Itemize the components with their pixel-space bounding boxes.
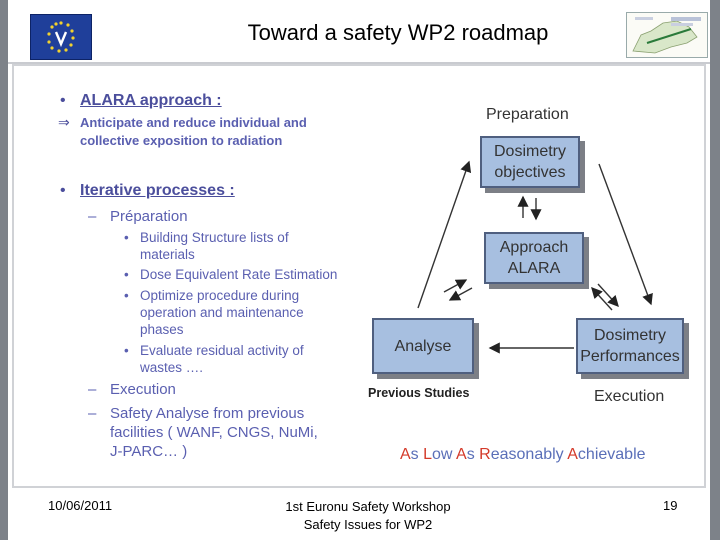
arrow-analyse-to-approach — [444, 280, 466, 292]
box-text: Analyse — [394, 337, 452, 355]
arrow-approach-to-analyse — [450, 288, 472, 300]
label-execution: Execution — [594, 388, 665, 405]
alara-letter: L — [423, 446, 433, 463]
alara-description-line-1: Anticipate and reduce individual and — [80, 115, 307, 130]
box-text: Dosimetry — [593, 327, 666, 344]
label-preparation: Preparation — [486, 106, 569, 123]
sub-item-evaluate-1: Evaluate residual activity of — [140, 343, 304, 358]
alara-letter: A — [400, 446, 411, 463]
small-bullet-icon: • — [124, 267, 129, 282]
footer-subtitle: Safety Issues for WP2 — [303, 517, 433, 532]
sub-item-dose-rate: Dose Equivalent Rate Estimation — [140, 267, 338, 282]
arrow-objectives-to-performances — [599, 164, 651, 304]
alara-text: easonably — [490, 446, 568, 463]
alara-text: s — [466, 446, 480, 463]
arrow-analyse-to-objectives — [418, 162, 469, 308]
map-logo-icon — [626, 12, 708, 58]
sub-item-optimize-2: operation and maintenance — [140, 305, 304, 320]
box-text: objectives — [494, 164, 566, 181]
slide-content — [12, 64, 706, 488]
eu-flag-logo-icon — [30, 14, 92, 60]
alara-text: s — [410, 446, 424, 463]
box-text: Approach — [499, 239, 569, 256]
small-bullet-icon: • — [124, 288, 129, 303]
alara-definition — [400, 446, 646, 464]
sub-item-structure-1: Building Structure lists of — [140, 230, 289, 245]
arrow-approach-to-performances — [598, 284, 618, 306]
sub-item-optimize-3: phases — [140, 322, 184, 337]
alara-letter: A — [567, 446, 578, 463]
dash-icon: – — [88, 208, 97, 225]
slide-header — [8, 0, 710, 64]
box-text: Dosimetry — [493, 143, 566, 160]
background-right — [710, 0, 720, 540]
alara-text: chievable — [577, 446, 646, 463]
sub-item-optimize-1: Optimize procedure during — [140, 288, 300, 303]
footer-workshop: 1st Euronu Safety Workshop — [285, 499, 451, 514]
arrow-performances-to-approach — [592, 288, 612, 310]
item-safety-analyse-1: Safety Analyse from previous — [110, 405, 305, 422]
label-previous-studies: Previous Studies — [368, 386, 470, 400]
small-bullet-icon: • — [124, 230, 129, 245]
item-preparation: Préparation — [110, 208, 188, 225]
footer-center — [248, 498, 488, 534]
bullet-dot-icon: • — [60, 182, 66, 199]
small-bullet-icon: • — [124, 343, 129, 358]
item-safety-analyse-3: J-PARC… ) — [110, 443, 188, 460]
box-text: ALARA — [507, 260, 561, 277]
box-dosimetry-objectives — [480, 136, 580, 188]
footer-date: 10/06/2011 — [48, 498, 113, 513]
background-left — [0, 0, 8, 540]
item-execution: Execution — [110, 381, 176, 398]
footer-page-number: 19 — [663, 498, 678, 513]
slide-footer — [8, 488, 710, 540]
alara-letter: A — [456, 446, 467, 463]
item-safety-analyse-2: facilities ( WANF, CNGS, NuMi, — [110, 424, 318, 441]
bullet-dot-icon: • — [60, 92, 66, 109]
sub-item-evaluate-2: wastes …. — [140, 360, 204, 375]
page-title: Toward a safety WP2 roadmap — [247, 20, 549, 45]
box-analyse — [372, 318, 474, 374]
box-approach-alara — [484, 232, 584, 284]
dash-icon: – — [88, 405, 97, 422]
dash-icon: – — [88, 381, 97, 398]
slide — [8, 0, 710, 540]
sub-item-structure-2: materials — [140, 247, 195, 262]
implies-arrow-icon: ⇒ — [58, 114, 70, 130]
bullet-alara-approach: ALARA approach : — [80, 92, 222, 109]
alara-letter: R — [479, 446, 491, 463]
box-text: Performances — [580, 348, 680, 365]
alara-text: ow — [432, 446, 457, 463]
bullet-iterative-processes: Iterative processes : — [80, 182, 235, 199]
alara-description-line-2: collective exposition to radiation — [80, 133, 283, 148]
box-dosimetry-performances — [576, 318, 684, 374]
diagram-arrows — [14, 66, 704, 486]
